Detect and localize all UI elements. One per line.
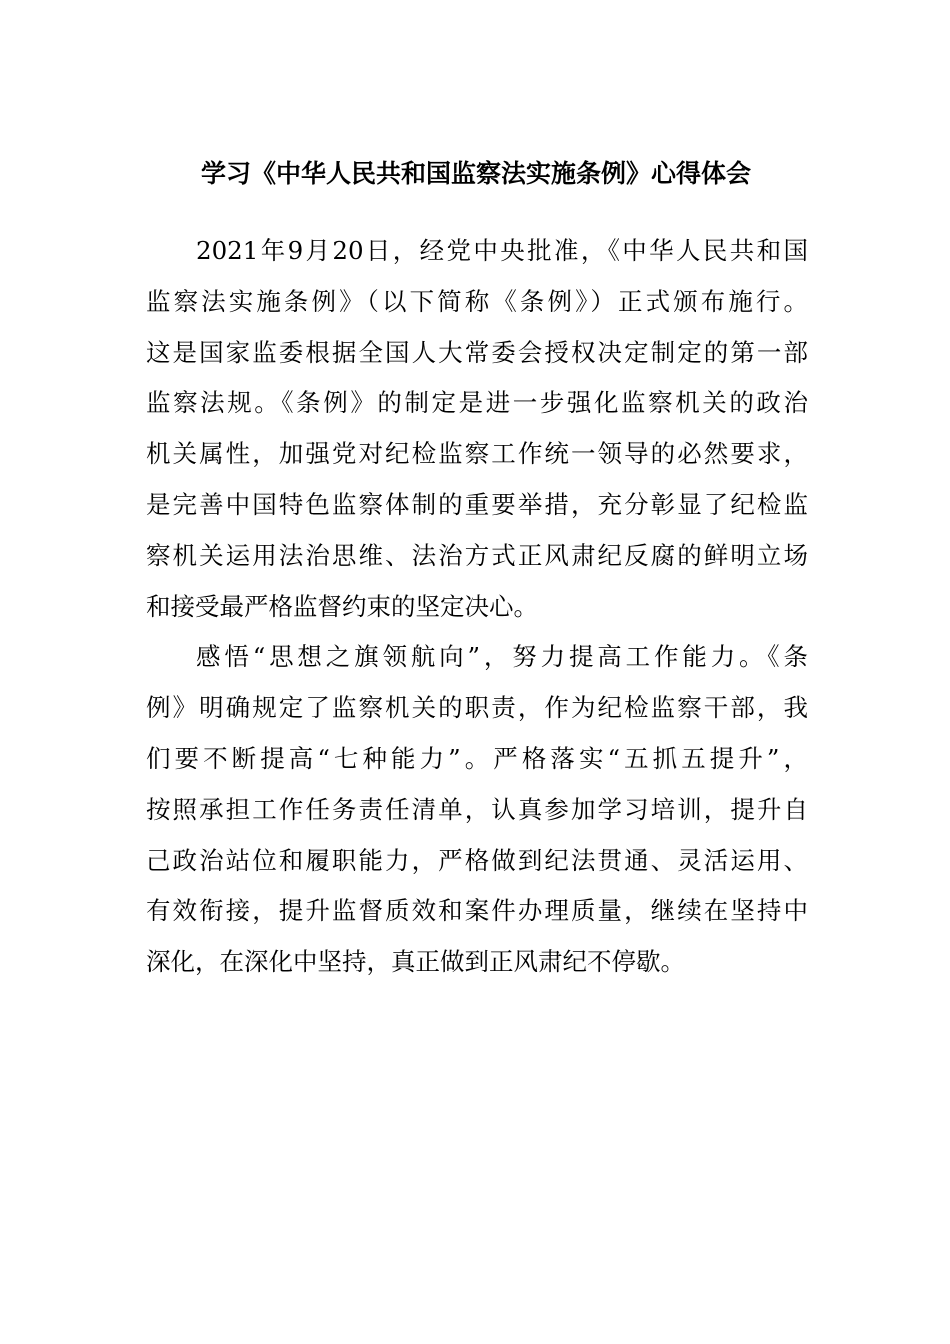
paragraph-line: 例》明确规定了监察机关的职责，作为纪检监察干部，我	[146, 693, 808, 723]
paragraph-line: 有效衔接，提升监督质效和案件办理质量，继续在坚持中	[146, 896, 808, 926]
paragraph-line: 己政治站位和履职能力，严格做到纪法贯通、灵活运用、	[146, 845, 808, 875]
paragraph-line: 察机关运用法治思维、法治方式正风肃纪反腐的鲜明立场	[146, 540, 808, 570]
paragraph-line: 这是国家监委根据全国人大常委会授权决定制定的第一部	[146, 337, 808, 367]
document-body	[146, 226, 808, 988]
paragraph-2	[146, 632, 808, 988]
paragraph-line: 感悟“思想之旗领航向”，努力提高工作能力。《条	[196, 642, 808, 672]
paragraph-line: 机关属性，加强党对纪检监察工作统一领导的必然要求，	[146, 439, 808, 469]
paragraph-line: 是完善中国特色监察体制的重要举措，充分彰显了纪检监	[146, 489, 808, 519]
paragraph-line: 深化，在深化中坚持，真正做到正风肃纪不停歇。	[146, 947, 685, 977]
paragraph-line: 监察法规。《条例》的制定是进一步强化监察机关的政治	[146, 388, 808, 418]
paragraph-line: 们要不断提高“七种能力”。严格落实“五抓五提升”，	[146, 743, 808, 773]
paragraph-line: 按照承担工作任务责任清单，认真参加学习培训，提升自	[146, 794, 808, 824]
paragraph-line: 2021年9月20日，经党中央批准，《中华人民共和国	[196, 236, 808, 265]
paragraph-line: 监察法实施条例》（以下简称《条例》）正式颁布施行。	[146, 286, 808, 316]
paragraph-line: 和接受最严格监督约束的坚定决心。	[146, 591, 538, 621]
document-title: 学习《中华人民共和国监察法实施条例》心得体会	[200, 159, 751, 188]
paragraph-1	[146, 226, 808, 632]
